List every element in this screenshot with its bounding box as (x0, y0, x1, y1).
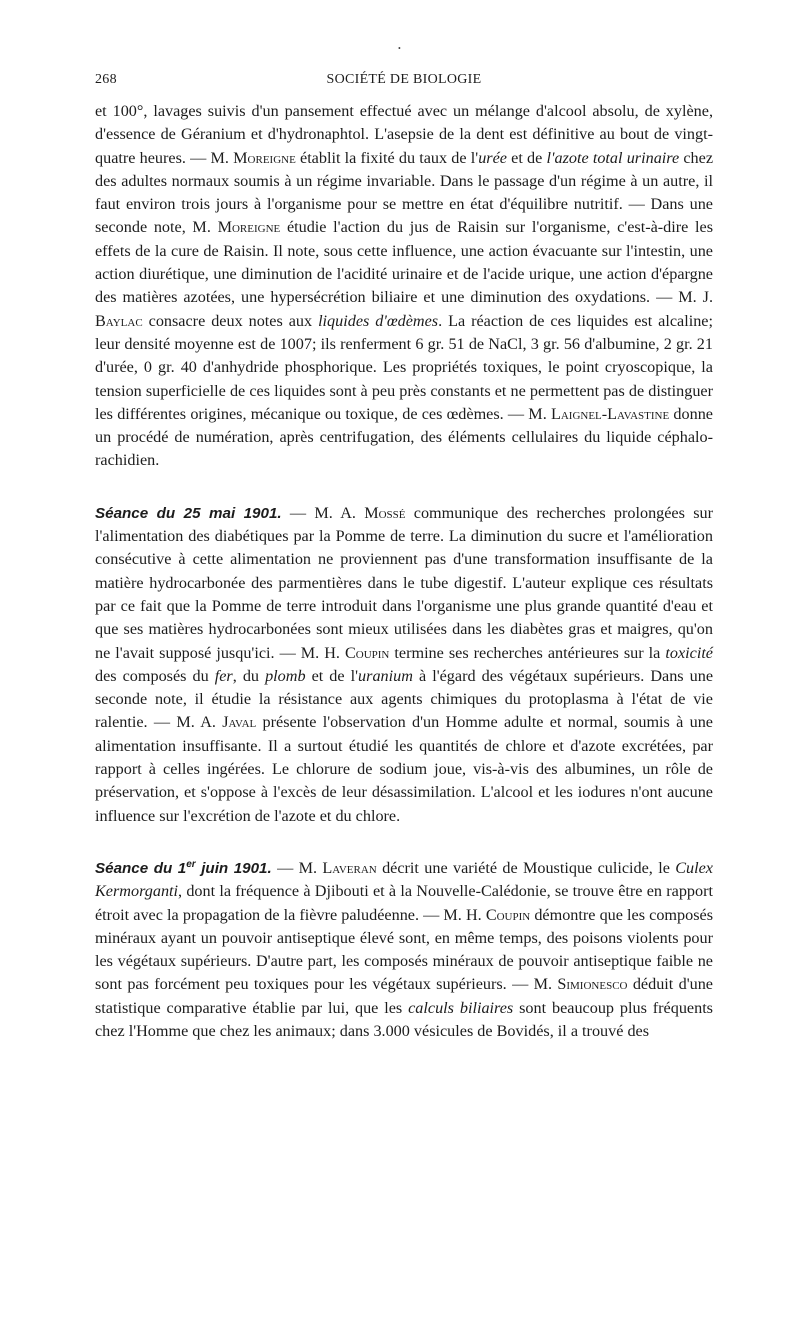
author-name: Laignel-Lavastine (550, 404, 670, 423)
italic-term: liquides d'œdèmes (318, 311, 439, 330)
text: , dont la fréquence à Djibouti et à la Nouvelle-Calédonie, se trouve être en rapport étroit avec la propagation de la fièvre paludéenne. — M. H. (95, 882, 713, 924)
heading-part: juin 1901. (195, 859, 272, 877)
italic-term: l'azote total urinaire (546, 148, 680, 167)
ordinal-superscript: er (186, 858, 196, 870)
text: donne un procédé de numération, après centrifugation, des éléments cellulaires du liquide céphalo-rachidien. (95, 404, 713, 470)
page-body (95, 100, 713, 1043)
page-number: 268 (95, 72, 117, 87)
italic-term: calculs biliaires (408, 998, 514, 1017)
text: des composés du (95, 666, 215, 685)
text: — M. A. (281, 503, 365, 522)
text: déduit d'une statistique comparative établie par lui, que les (95, 975, 713, 1017)
paragraph-3 (95, 857, 713, 1043)
author-name: Coupin (485, 905, 531, 924)
text: communique des recherches prolongées sur l'alimentation des diabétiques par la Pomme de terre. La diminution du sucre et l'amélioration consécutive à cette alimentation ne proviennent pas d'une transformation insuffisante de la matière hydrocarbonée des parmentières dans le tube digestif. L'auteur explique ces résultats par ce fait que la Pomme de terre introduit dans l'organisme une plus grande quantité d'eau et que ses matières hydrocarbonées sont mieux utilisées dans les diabètes gras et maigres, qu'on ne l'avait supposé jusqu'ici. — M. H. (95, 503, 713, 662)
italic-term: uranium (358, 666, 413, 685)
paragraph-1 (95, 100, 713, 473)
text: termine ses recherches antérieures sur la (389, 643, 666, 662)
italic-term: urée (478, 148, 507, 167)
author-name: Coupin (344, 643, 390, 662)
page-dot-mark: • (398, 44, 401, 53)
text: étudie l'action du jus de Raisin sur l'organisme, c'est-à-dire les effets de la cure de Raisin. Il note, sous cette influence, une action évacuante sur l'intestin, une action diurétique, une diminution de l'acidité urinaire et de l'acide urique, une action d'épargne des matières azotées, une hypersécrétion biliaire et une diminution des oxydations. — M. J. (95, 218, 713, 307)
text: démontre que les composés minéraux ayant un pouvoir antiseptique élevé sont, en même temps, des poisons violents pour les végétaux supérieurs. D'autre part, les composés minéraux de pouvoir antiseptique faible ne sont pas forcément peu toxiques pour les végétaux supérieurs. — M. (95, 905, 713, 994)
page-header (95, 72, 713, 88)
italic-term: toxicité (665, 643, 713, 662)
italic-term: Culex Kermorganti (95, 858, 713, 901)
author-name: Javal (222, 713, 257, 732)
running-head: SOCIÉTÉ DE BIOLOGIE (326, 72, 482, 87)
paragraph-2 (95, 502, 713, 828)
text: — M. (271, 858, 323, 877)
text: établit la fixité du taux de l' (295, 148, 479, 167)
author-name: Mossé (364, 503, 406, 522)
text: et 100°, lavages suivis d'un pansement effectué avec un mélange d'alcool absolu, de xylène, d'essence de Géranium et d'hydronaphtol. L'asepsie de la dent est définitive au bout de vingt-quatre heures. — M. (95, 102, 713, 167)
author-name: Simionesco (557, 975, 628, 994)
heading-part: Séance du 1 (95, 859, 187, 877)
text: à l'égard des végétaux supérieurs. Dans une seconde note, il étudie la résistance aux agents chimiques du protoplasma à l'état de vie ralentie. — M. A. (95, 666, 714, 732)
italic-term: fer (214, 666, 233, 685)
text: sont beaucoup plus fréquents chez l'Homme que chez les animaux; dans 3.000 vésicules de Bovidés, il a trouvé des (95, 998, 713, 1040)
author-name: Laveran (322, 858, 377, 877)
text: et de (506, 148, 547, 167)
text: consacre deux notes aux (142, 311, 319, 330)
text: décrit une variété de Moustique culicide, le (376, 858, 676, 877)
italic-term: plomb (265, 666, 306, 685)
session-heading (95, 860, 272, 877)
author-name: Moreigne (217, 218, 281, 237)
session-heading: Séance du 25 mai 1901. (95, 504, 282, 522)
author-name: Moreigne (233, 148, 296, 167)
author-name: Baylac (95, 311, 143, 330)
text: . La réaction de ces liquides est alcaline; leur densité moyenne est de 1007; ils renferment 6 gr. 51 de NaCl, 3 gr. 56 d'albumine, 2 gr. 21 d'urée, 0 gr. 40 d'anhydride phosphorique. Les propriétés toxiques, le point cryoscopique, la tension superficielle de ces liquides sont à peu près constants et ne permettent pas de distinguer les différentes origines, mécanique ou toxique, de ces œdèmes. — M. (95, 311, 713, 423)
text: présente l'observation d'un Homme adulte et normal, soumis à une alimentation insuffisante. Il a surtout étudié les quantités de chlore et d'azote excrétées, par rapport à celles ingérées. Le chlorure de sodium joue, vis-à-vis des albumines, un rôle de préservation, et s'oppose à l'excès de leur désassimilation. L'alcool et les iodures n'ont aucune influence sur l'excrétion de l'azote et du chlore. (95, 713, 713, 825)
text: , du (232, 666, 266, 685)
text: et de l' (305, 666, 359, 685)
text: chez des adultes normaux soumis à un régime invariable. Dans le passage d'un régime à un autre, il faut environ trois jours à l'organisme pour se mettre en état d'équilibre nutritif. — Dans une seconde note, M. (95, 148, 714, 237)
